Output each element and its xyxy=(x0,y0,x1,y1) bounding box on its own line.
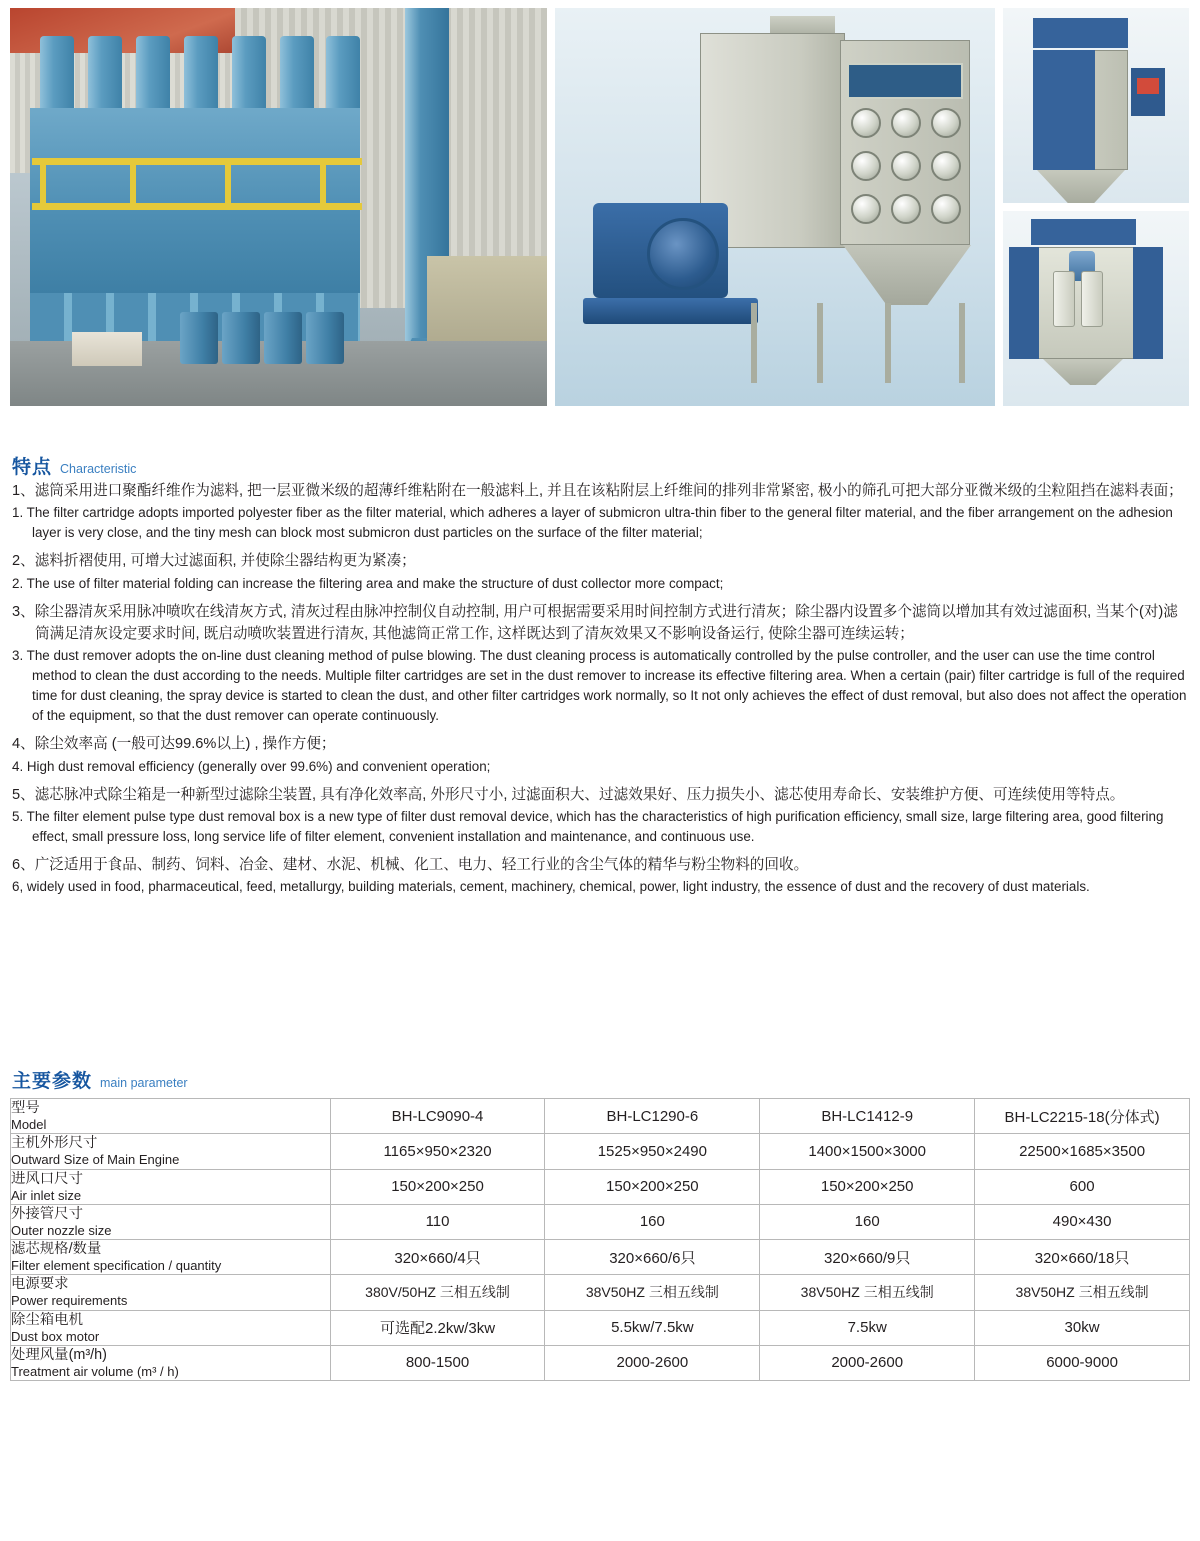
photo-rail-post-2 xyxy=(130,158,136,210)
photo-rail-post-3 xyxy=(225,158,231,210)
render-fan-base xyxy=(583,298,758,324)
row-label-en: Outer nozzle size xyxy=(11,1222,112,1238)
photo-cyclone-1 xyxy=(40,36,74,116)
render3-door-left xyxy=(1009,247,1039,359)
render2-hopper xyxy=(1037,170,1125,203)
photo-cyclone-7 xyxy=(326,36,360,116)
cell-air-volume-2: 2000-2600 xyxy=(545,1345,760,1380)
render3-door-right xyxy=(1133,247,1163,359)
product-render-compact xyxy=(1003,8,1189,203)
row-label-en: Dust box motor xyxy=(11,1328,100,1344)
row-label-cn: 主机外形尺寸 xyxy=(11,1135,98,1152)
render-cartridge-port-7 xyxy=(851,194,881,224)
cell-air-volume-4: 6000-9000 xyxy=(975,1345,1190,1380)
photo-cyclone-3 xyxy=(136,36,170,116)
photo-drum-1 xyxy=(180,312,218,364)
row-label-cn: 处理风量(m³/h) xyxy=(11,1346,107,1363)
render3-cartridge-1 xyxy=(1053,271,1075,327)
product-image-gallery xyxy=(10,8,1190,406)
cell-power-3: 38V50HZ 三相五线制 xyxy=(760,1275,975,1310)
render-fan-wheel xyxy=(647,218,719,290)
photo-drum-2 xyxy=(222,312,260,364)
table-row xyxy=(11,1240,1190,1275)
cell-air-volume-1: 800-1500 xyxy=(330,1345,545,1380)
cell-air-inlet-3: 150×200×250 xyxy=(760,1169,975,1204)
photo-cyclone-4 xyxy=(184,36,218,116)
photo-cyclone-5 xyxy=(232,36,266,116)
main-parameter-title-en: main parameter xyxy=(100,1076,188,1090)
render-hopper xyxy=(843,245,971,305)
cell-power-4: 38V50HZ 三相五线制 xyxy=(975,1275,1190,1310)
cell-air-volume-3: 2000-2600 xyxy=(760,1345,975,1380)
row-label-air-volume xyxy=(11,1345,331,1380)
cell-dust-box-motor-1: 可选配2.2kw/3kw xyxy=(330,1310,545,1345)
row-label-en: Outward Size of Main Engine xyxy=(11,1152,180,1168)
render-cartridge-port-8 xyxy=(891,194,921,224)
main-parameter-title-cn: 主要参数 xyxy=(12,1071,93,1092)
photo-drum-3 xyxy=(264,312,302,364)
cell-air-inlet-2: 150×200×250 xyxy=(545,1169,760,1204)
cell-outer-nozzle-1: 110 xyxy=(330,1204,545,1239)
table-row xyxy=(11,1169,1190,1204)
product-photo-installation xyxy=(10,8,547,406)
feature-4-cn: 4、除尘效率高 (一般可达99.6%以上) , 操作方便； xyxy=(12,736,336,753)
table-row xyxy=(11,1275,1190,1310)
render-leg-2 xyxy=(817,303,823,383)
cell-model-4: BH-LC2215-18(分体式) xyxy=(975,1099,1190,1134)
cell-outer-nozzle-2: 160 xyxy=(545,1204,760,1239)
characteristic-list xyxy=(12,480,1192,904)
feature-4-en: 4. High dust removal efficiency (generally over 99.6%) and convenient operation; xyxy=(12,758,491,774)
cell-dust-box-motor-2: 5.5kw/7.5kw xyxy=(545,1310,760,1345)
cell-dust-box-motor-3: 7.5kw xyxy=(760,1310,975,1345)
feature-1-en: 1. The filter cartridge adopts imported polyester fiber as the filter material, which adheres a layer of submicron ultra-thin fiber to the general filter material, and the fiber arrangement on the adhesion layer is very close, and the tiny mesh can block most submicron dust particles on the surface of the filter material; xyxy=(12,505,1173,541)
cell-model-1: BH-LC9090-4 xyxy=(330,1099,545,1134)
render-cartridge-port-3 xyxy=(931,108,961,138)
feature-2-cn: 2、滤料折褶使用, 可增大过滤面积, 并使除尘器结构更为紧凑； xyxy=(12,553,416,570)
feature-1-cn: 1、滤筒采用进口聚酯纤维作为滤料, 把一层亚微米级的超薄纤维粘附在一般滤料上, 并且在该粘附层上纤维间的排列非常紧密, 极小的筛孔可把大部分亚微米级的尘粒阻挡在滤料表面； xyxy=(12,483,1183,499)
main-parameter-heading xyxy=(12,1066,188,1093)
product-render-open-doors xyxy=(1003,211,1189,406)
row-label-cn: 电源要求 xyxy=(11,1276,69,1293)
characteristic-title-en: Characteristic xyxy=(60,462,137,476)
table-row xyxy=(11,1345,1190,1380)
feature-6-cn: 6、广泛适用于食品、制药、饲料、冶金、建材、水泥、机械、化工、电力、轻工行业的含尘气体的精华与粉尘物料的回收。 xyxy=(12,857,809,874)
cell-outward-size-2: 1525×950×2490 xyxy=(545,1134,760,1169)
row-label-cn: 型号 xyxy=(11,1100,40,1116)
cell-filter-element-3: 320×660/9只 xyxy=(760,1240,975,1275)
render-leg-3 xyxy=(885,303,891,383)
render-cartridge-port-9 xyxy=(931,194,961,224)
row-label-en: Air inlet size xyxy=(11,1187,82,1203)
row-label-cn: 除尘箱电机 xyxy=(11,1311,83,1328)
render2-top-cover xyxy=(1033,18,1128,48)
cell-outer-nozzle-4: 490×430 xyxy=(975,1204,1190,1239)
row-label-en: Treatment air volume (m³ / h) xyxy=(11,1363,179,1379)
cell-outward-size-3: 1400×1500×3000 xyxy=(760,1134,975,1169)
row-label-model xyxy=(11,1099,331,1134)
photo-rail-post-1 xyxy=(40,158,46,210)
table-row xyxy=(11,1310,1190,1345)
characteristic-title-cn: 特点 xyxy=(12,457,53,478)
photo-drum-4 xyxy=(306,312,344,364)
cell-filter-element-4: 320×660/18只 xyxy=(975,1240,1190,1275)
render-cartridge-port-5 xyxy=(891,151,921,181)
feature-3-cn: 3、除尘器清灰采用脉冲喷吹在线清灰方式, 清灰过程由脉冲控制仪自动控制, 用户可根据需要采用时间控制方式进行清灰；除尘器内设置多个滤筒以增加其有效过滤面积, 当某个(对)滤筒满足清灰设定要求时间, 既启动喷吹装置进行清灰, 其他滤筒正常工作, 这样既达到了清灰效果又不影响设备运行, 使除尘器可连续运转； xyxy=(12,603,1178,642)
row-label-outward-size xyxy=(11,1134,331,1169)
cell-air-inlet-1: 150×200×250 xyxy=(330,1169,545,1204)
render-cartridge-port-2 xyxy=(891,108,921,138)
cell-outward-size-1: 1165×950×2320 xyxy=(330,1134,545,1169)
cell-model-2: BH-LC1290-6 xyxy=(545,1099,760,1134)
render3-top-cover xyxy=(1031,219,1136,245)
feature-5-cn: 5、滤芯脉冲式除尘箱是一种新型过滤除尘装置, 具有净化效率高, 外形尺寸小, 过滤面积大、过滤效果好、压力损失小、滤芯使用寿命长、安装维护方便、可连续使用等特点。 xyxy=(12,786,1125,803)
cell-outward-size-4: 22500×1685×3500 xyxy=(975,1134,1190,1169)
row-label-en: Filter element specification / quantity xyxy=(11,1258,222,1273)
render-leg-1 xyxy=(751,303,757,383)
render-leg-4 xyxy=(959,303,965,383)
row-label-filter-element xyxy=(11,1240,331,1275)
feature-2-en: 2. The use of filter material folding can increase the filtering area and make the structure of dust collector more compact; xyxy=(12,575,724,591)
cell-dust-box-motor-4: 30kw xyxy=(975,1310,1190,1345)
product-render-main xyxy=(555,8,995,406)
render-top-panel xyxy=(847,63,963,99)
product-render-column xyxy=(1003,8,1189,406)
cell-model-3: BH-LC1412-9 xyxy=(760,1099,975,1134)
table-row xyxy=(11,1204,1190,1239)
render2-front-door xyxy=(1033,50,1095,170)
row-label-cn: 进风口尺寸 xyxy=(11,1170,83,1187)
render-cartridge-port-4 xyxy=(851,151,881,181)
cell-outer-nozzle-3: 160 xyxy=(760,1204,975,1239)
feature-3-en: 3. The dust remover adopts the on-line dust cleaning method of pulse blowing. The dust cleaning process is automatically controlled by the pulse controller, and the user can use the time control method to clean the dust according to the needs. Multiple filter cartridges are set in the dust remover to increase its effective filtering area. When a certain (pair) filter cartridge is full of the required time for dust cleaning, the spray device is started to clean the dust, and other filter cartridges work normally, so It not only achieves the effect of dust removal, but also does not affect the operation of the equipment, so that the dust remover can operate continuously. xyxy=(12,648,1187,724)
render2-control-screen xyxy=(1137,78,1159,94)
feature-5-en: 5. The filter element pulse type dust removal box is a new type of filter dust removal device, which has the characteristics of high purification efficiency, small size, large filtering area, good filtering effect, small pressure loss, long service life of filter element, convenient installation and maintenance, and continuous use. xyxy=(12,808,1164,845)
photo-rail-post-4 xyxy=(320,158,326,210)
row-label-en: Model xyxy=(11,1117,47,1132)
cell-air-inlet-4: 600 xyxy=(975,1169,1190,1204)
photo-pallet xyxy=(72,332,142,366)
table-row xyxy=(11,1099,1190,1134)
photo-safety-rail xyxy=(32,158,362,210)
specifications-table xyxy=(10,1098,1190,1381)
render3-hopper xyxy=(1043,359,1123,385)
feature-6-en: 6, widely used in food, pharmaceutical, feed, metallurgy, building materials, cement, machinery, chemical, power, light industry, the essence of dust and the recovery of dust materials. xyxy=(12,879,1090,895)
row-label-en: Power requirements xyxy=(11,1293,128,1309)
cell-filter-element-1: 320×660/4只 xyxy=(330,1240,545,1275)
cell-power-1: 380V/50HZ 三相五线制 xyxy=(330,1275,545,1310)
cell-power-2: 38V50HZ 三相五线制 xyxy=(545,1275,760,1310)
render-cartridge-port-1 xyxy=(851,108,881,138)
cell-filter-element-2: 320×660/6只 xyxy=(545,1240,760,1275)
photo-cyclone-2 xyxy=(88,36,122,116)
row-label-cn: 滤芯规格/数量 xyxy=(11,1241,102,1257)
table-row xyxy=(11,1134,1190,1169)
render-cartridge-port-6 xyxy=(931,151,961,181)
photo-cyclone-6 xyxy=(280,36,314,116)
render3-cartridge-2 xyxy=(1081,271,1103,327)
row-label-air-inlet xyxy=(11,1169,331,1204)
row-label-dust-box-motor xyxy=(11,1310,331,1345)
row-label-cn: 外接管尺寸 xyxy=(11,1205,83,1222)
row-label-power xyxy=(11,1275,331,1310)
characteristic-heading xyxy=(12,452,136,479)
row-label-outer-nozzle xyxy=(11,1204,331,1239)
